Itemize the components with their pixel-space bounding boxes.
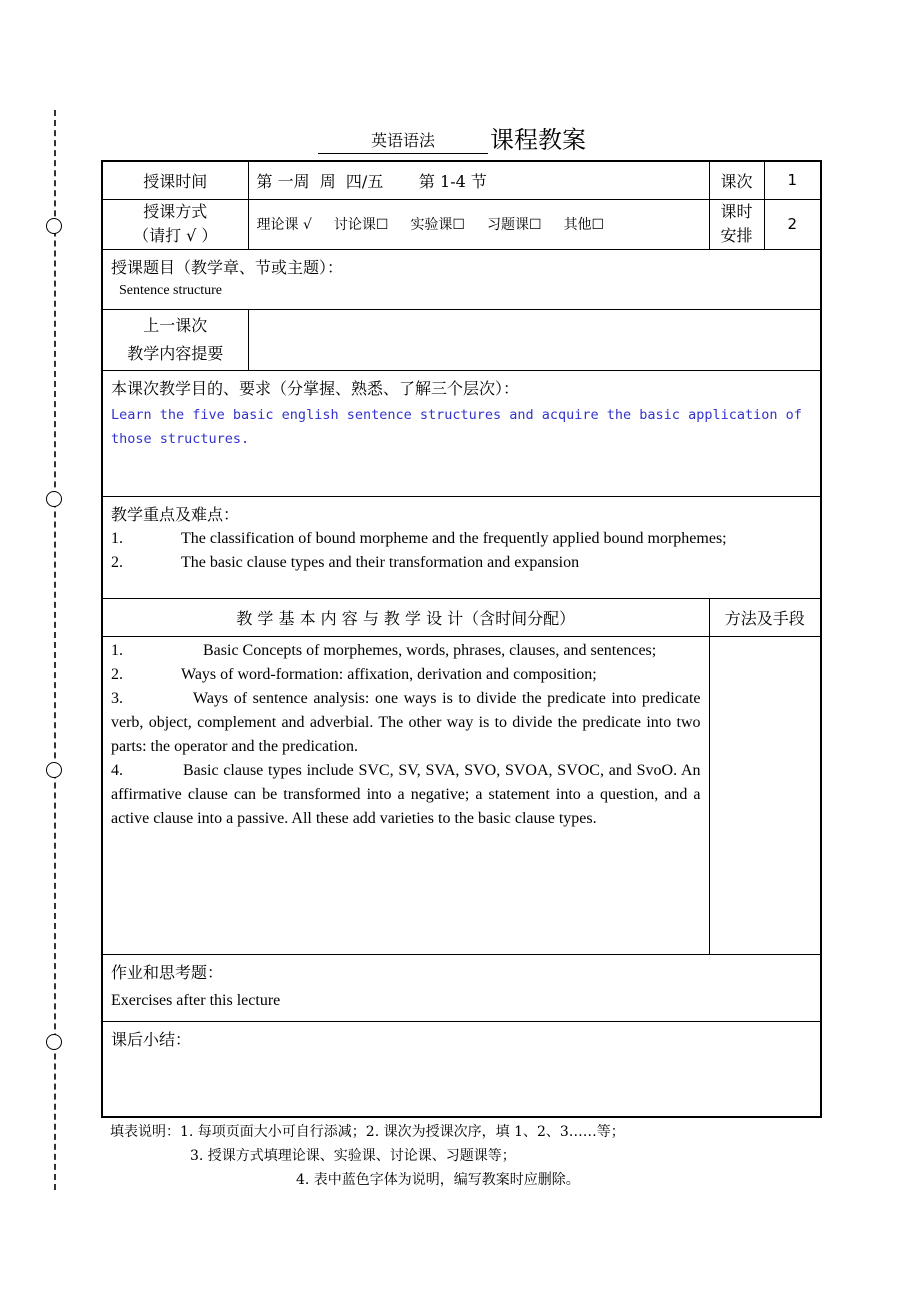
teaching-type-options <box>248 199 709 249</box>
notes-line-3: 4. 表中蓝色字体为说明，编写教案时应删除。 <box>296 1172 580 1188</box>
homework-cell <box>102 954 821 1021</box>
session-value: 1 <box>764 161 821 199</box>
key-point-text: The classification of bound morpheme and the frequently applied bound morphemes; <box>181 529 727 547</box>
course-name: 英语语法 <box>318 131 488 154</box>
content-item-text: Basic Concepts of morphemes, words, phrases, clauses, and sentences; <box>203 641 657 659</box>
topic-value: Sentence structure <box>119 282 223 298</box>
key-point-num: 2. <box>111 553 123 571</box>
homework-value: Exercises after this lecture <box>111 991 281 1009</box>
row-topic <box>102 249 821 309</box>
session-label: 课次 <box>709 161 764 199</box>
row-homework <box>102 954 821 1021</box>
binding-hole-icon <box>46 1034 62 1050</box>
row-key-points <box>102 496 821 598</box>
row-teaching-time <box>102 161 821 199</box>
content-item <box>111 687 701 759</box>
key-point-item <box>111 551 812 575</box>
objectives-value: Learn the five basic english sentence structures and acquire the basic application of those structures. <box>111 406 802 447</box>
objectives-label: 本课次教学目的、要求（分掌握、熟悉、了解三个层次）： <box>111 378 520 398</box>
row-content <box>102 636 821 954</box>
notes-line-2: 3. 授课方式填理论课、实验课、讨论课、习题课等； <box>190 1148 516 1164</box>
notes-line-1: 填表说明：1. 每项页面大小可自行添减；2. 课次为授课次序，填 1、2、3……等； <box>110 1124 625 1140</box>
hours-label <box>709 199 764 249</box>
key-points-cell <box>102 496 821 598</box>
content-item <box>111 639 701 663</box>
previous-label-line1: 上一课次 <box>143 315 208 335</box>
row-objectives <box>102 370 821 496</box>
row-teaching-type <box>102 199 821 249</box>
lesson-plan-table <box>101 160 822 1118</box>
summary-label: 课后小结： <box>111 1029 192 1049</box>
hours-value: 2 <box>764 199 821 249</box>
row-previous <box>102 309 821 370</box>
topic-label: 授课题目（教学章、节或主题）： <box>111 257 344 277</box>
option-other[interactable]: 其他☐ <box>563 217 605 233</box>
method-header: 方法及手段 <box>709 598 821 636</box>
hours-label-line2: 安排 <box>720 226 753 245</box>
key-point-text: The basic clause types and their transformation and expansion <box>181 553 580 571</box>
option-discussion[interactable]: 讨论课☐ <box>333 217 389 233</box>
option-experiment[interactable]: 实验课☐ <box>410 217 465 233</box>
content-item-text: Ways of sentence analysis: one ways is to divide the predicate into predicate verb, object, complement and adverbial. The other way is to divide the predicate into two parts: the operator and the predication. <box>111 689 701 755</box>
homework-label: 作业和思考题： <box>111 962 224 982</box>
summary-cell <box>102 1021 821 1117</box>
previous-label <box>102 309 248 370</box>
binding-hole-icon <box>46 762 62 778</box>
document-title <box>318 120 586 154</box>
content-item-num: 1. <box>111 641 123 659</box>
row-summary <box>102 1021 821 1117</box>
content-cell <box>102 636 709 954</box>
content-item <box>111 759 701 831</box>
option-theory[interactable]: 理论课 √ <box>256 217 312 233</box>
key-points-label: 教学重点及难点： <box>111 504 240 524</box>
objectives-cell <box>102 370 821 496</box>
topic-cell <box>102 249 821 309</box>
content-item-text: Basic clause types include SVC, SV, SVA, SVO, SVOA, SVOC, and SvoO. An affirmative clause can be transformed into a negative; a statement into a question, and a active clause into a passive. All these add varieties to the basic clause types. <box>111 761 701 827</box>
hours-label-line1: 课时 <box>720 202 753 221</box>
content-item-text: Ways of word-formation: affixation, derivation and composition; <box>181 665 597 683</box>
option-exercise[interactable]: 习题课☐ <box>487 217 542 233</box>
teaching-time-value: 第 一周 周 四/五 第 1-4 节 <box>248 161 709 199</box>
page-title: 课程教案 <box>490 126 586 154</box>
teaching-type-label <box>102 199 248 249</box>
content-header: 教 学 基 本 内 容 与 教 学 设 计（含时间分配） <box>102 598 709 636</box>
content-item-num: 3. <box>111 689 123 707</box>
previous-value <box>248 309 821 370</box>
teaching-type-label-line2: （请打 √ ） <box>133 226 218 245</box>
content-item-num: 4. <box>111 761 123 779</box>
row-content-header <box>102 598 821 636</box>
previous-label-line2: 教学内容提要 <box>127 343 224 363</box>
method-cell <box>709 636 821 954</box>
binding-hole-icon <box>46 491 62 507</box>
teaching-time-label: 授课时间 <box>102 161 248 199</box>
key-point-num: 1. <box>111 529 123 547</box>
content-item-num: 2. <box>111 665 123 683</box>
binding-dashed-line <box>54 110 56 1190</box>
binding-hole-icon <box>46 218 62 234</box>
teaching-type-label-line1: 授课方式 <box>143 202 208 221</box>
content-item <box>111 663 701 687</box>
key-point-item <box>111 527 812 551</box>
